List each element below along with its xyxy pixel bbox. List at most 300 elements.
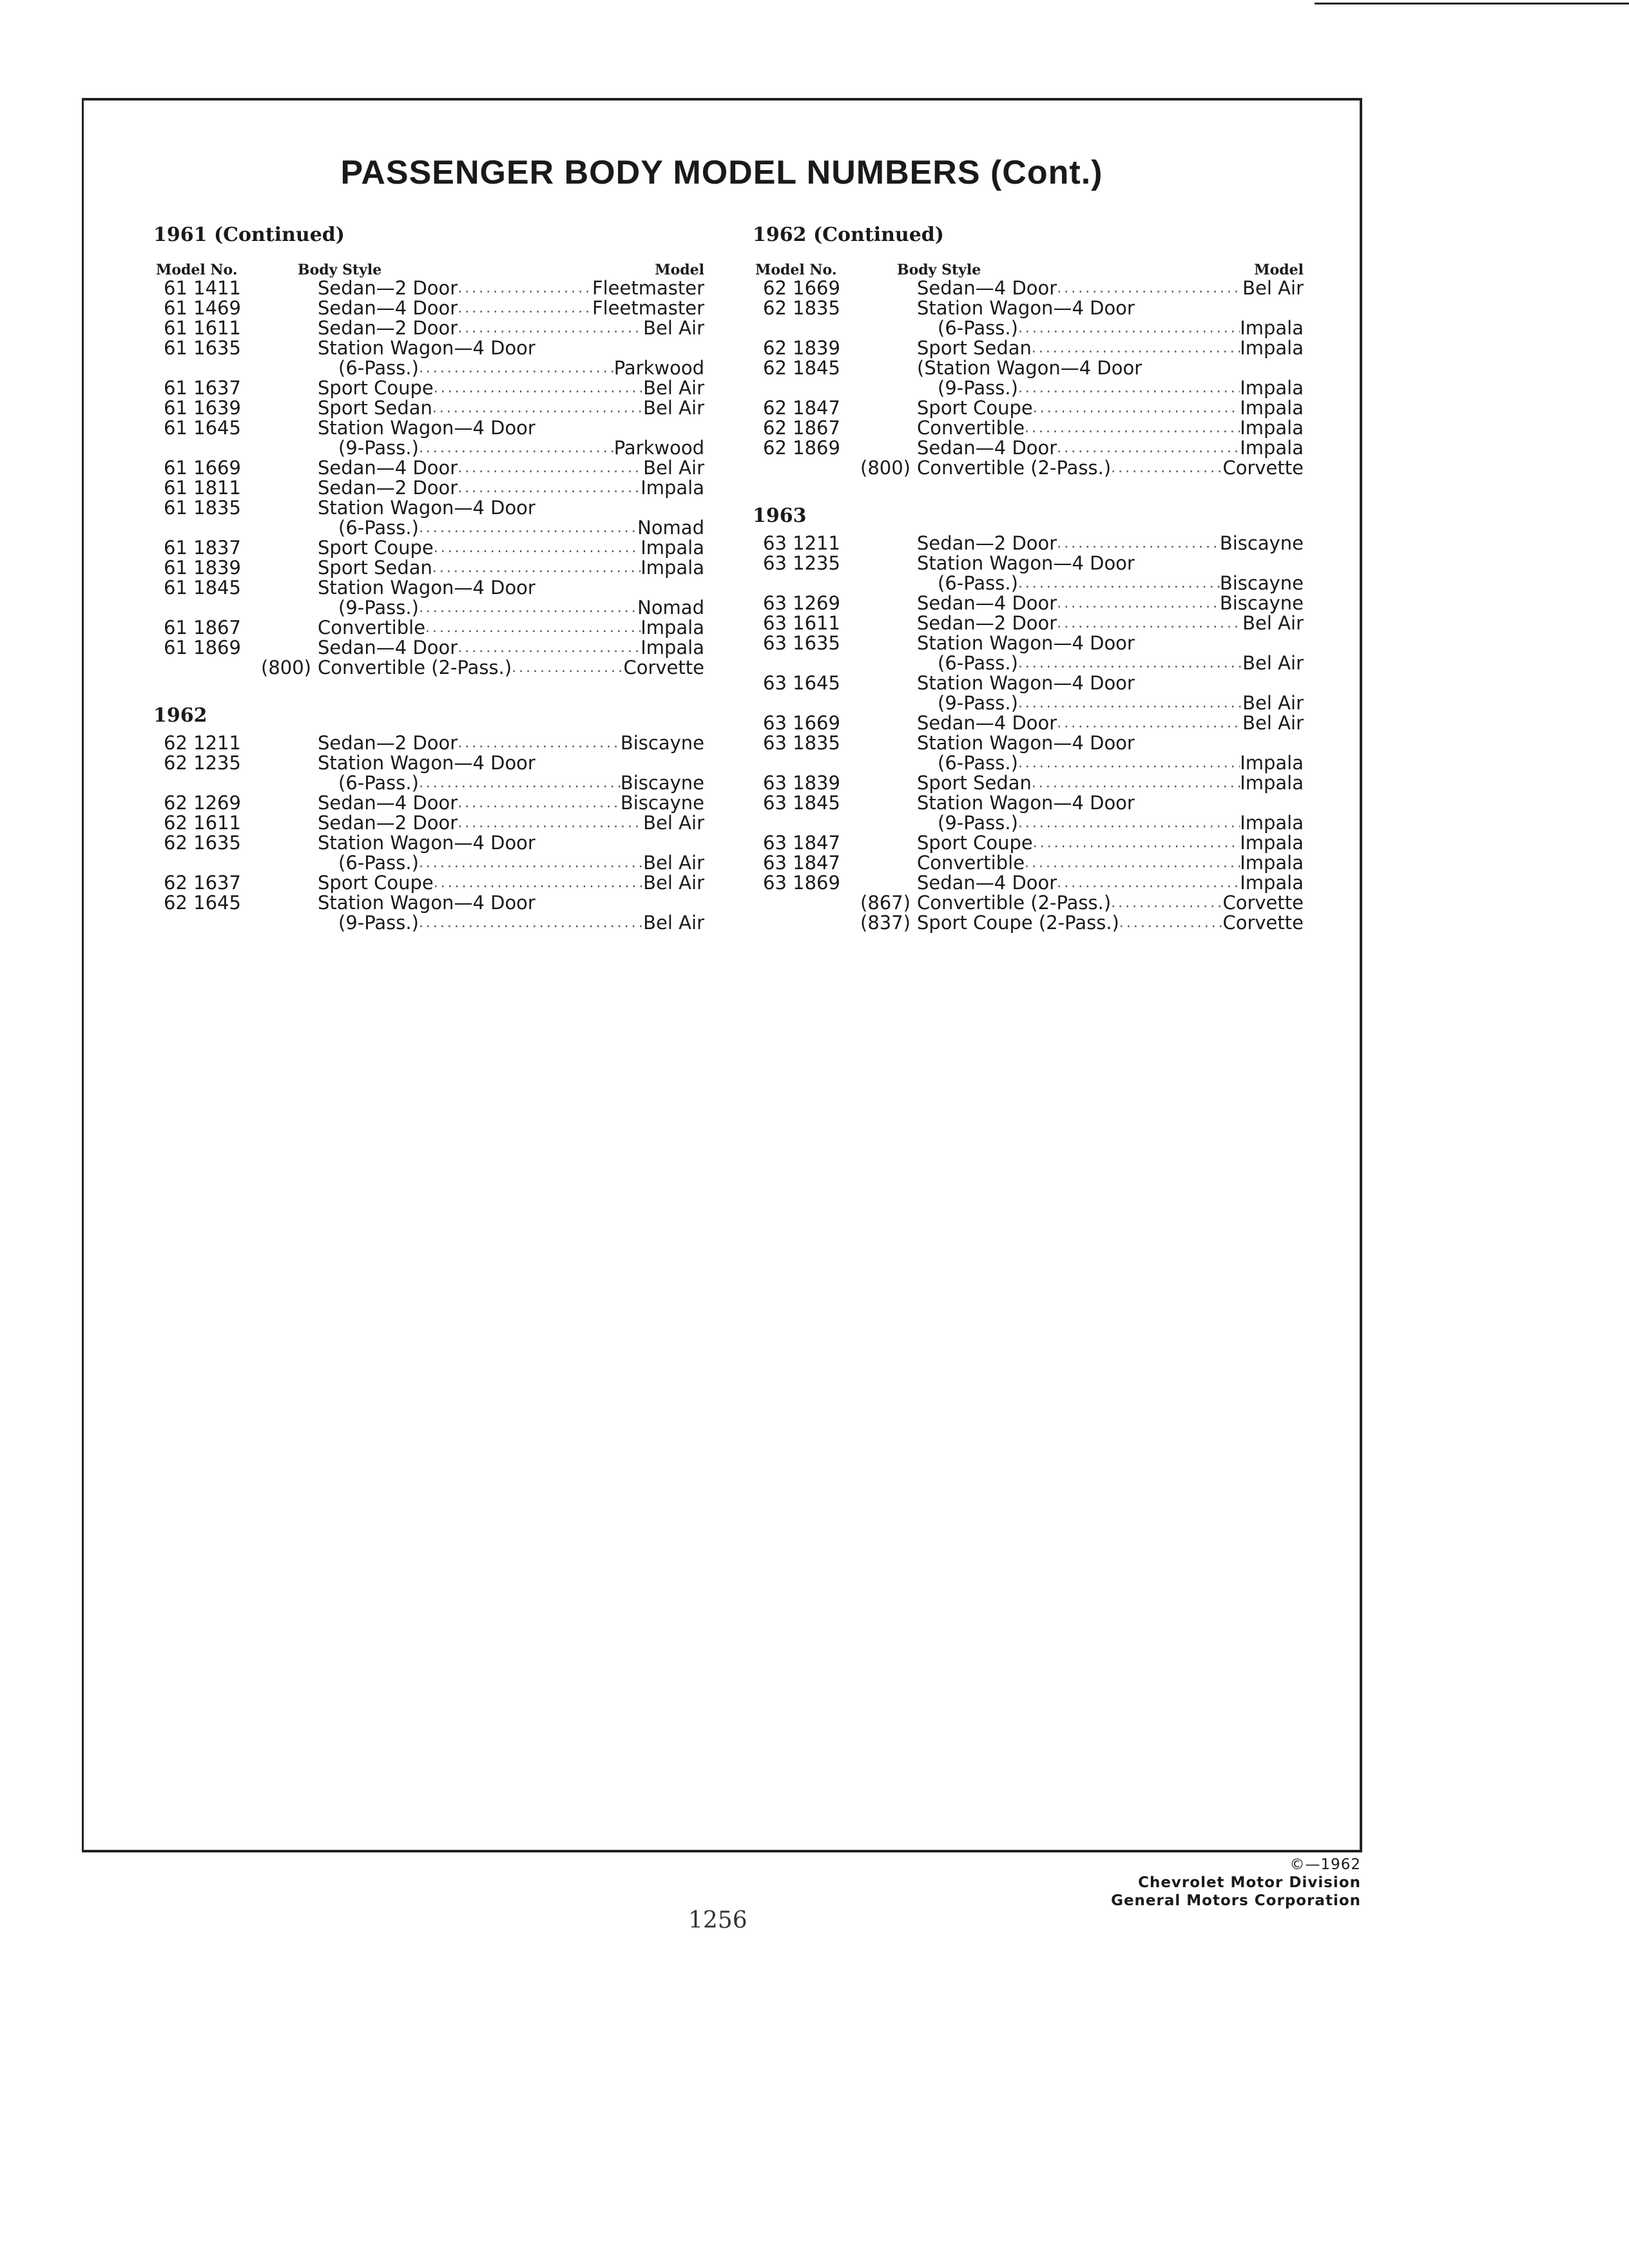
table-row [153,458,704,478]
table-row [153,578,704,598]
body-code-prefix: (800) [860,457,911,479]
table-row [753,833,1304,853]
table-row [153,498,704,518]
table-row [753,338,1304,358]
model-name: Bel Air [1242,712,1304,734]
body-style: Sedan—2 Door [917,532,1057,554]
section-1962-continued [753,218,1304,478]
section-heading: 1961 (Continued) [153,224,345,246]
body-style: Station Wagon—4 Door [318,892,535,914]
table-row [753,913,1304,933]
body-style-cell [318,638,704,658]
body-style: Station Wagon—4 Door [917,792,1135,814]
table-row [753,673,1304,693]
body-style: Station Wagon—4 Door [318,497,535,519]
table-row [153,658,704,678]
dot-leader [458,733,621,753]
model-number: 63 1635 [763,632,840,654]
model-number: 63 1669 [763,712,840,734]
body-style: Sport Coupe [318,872,434,894]
dot-leader [458,318,643,338]
dot-leader [1018,378,1240,398]
model-name: Bel Air [643,457,704,479]
table-row [753,873,1304,893]
body-style-cell [917,693,1304,713]
dot-leader [419,518,637,538]
body-style: Sport Coupe [318,537,434,559]
body-style: (6-Pass.) [938,752,1018,774]
model-name: Impala [1240,832,1304,854]
page-number: 1256 [688,1907,747,1934]
body-style-cell [917,338,1304,358]
model-number: 62 1235 [164,752,241,774]
model-name: Biscayne [620,792,704,814]
section-heading: 1963 [753,505,807,527]
model-name: Fleetmaster [592,277,704,299]
model-number: 63 1211 [763,532,840,554]
model-number: 63 1835 [763,732,840,754]
section-1962 [153,698,704,933]
dot-leader [1018,573,1220,593]
model-name: Impala [1240,317,1304,339]
column-header [753,253,1304,278]
body-style-cell [318,358,704,378]
body-style-cell [318,733,704,753]
body-style: Sedan—4 Door [318,792,458,814]
body-style: Convertible (2-Pass.) [917,892,1112,914]
table-row [153,538,704,558]
body-style-cell [917,613,1304,633]
body-style-cell [318,478,704,498]
body-style: (6-Pass.) [938,652,1018,674]
model-name: Impala [641,477,704,499]
dot-leader [1057,873,1240,893]
body-style: Convertible [917,852,1025,874]
page-title: PASSENGER BODY MODEL NUMBERS (Cont.) [340,154,1103,191]
body-style-cell [318,833,704,853]
dot-leader [432,398,643,418]
model-name: Bel Air [643,397,704,419]
model-name: Bel Air [643,812,704,834]
dot-leader [419,358,614,378]
model-name: Biscayne [1219,572,1304,594]
table-row [153,398,704,418]
body-style: (9-Pass.) [938,812,1018,834]
body-style-cell [318,913,704,933]
model-number: 62 1669 [763,277,840,299]
body-style: Sport Sedan [917,337,1032,359]
body-style-cell [318,458,704,478]
body-style: Sedan—4 Door [917,437,1057,459]
body-style: Sedan—2 Door [318,732,458,754]
body-style: Convertible (2-Pass.) [917,457,1112,479]
dot-leader [1111,458,1222,478]
table-row [753,318,1304,338]
body-code-prefix: (867) [860,892,911,914]
model-name: Nomad [637,597,704,619]
body-style-cell [318,813,704,833]
body-style: Station Wagon—4 Door [318,417,535,439]
table-row [753,378,1304,398]
body-style: Sedan—4 Door [917,592,1057,614]
body-style: Sport Coupe [917,832,1033,854]
model-name: Impala [1240,437,1304,459]
body-style: Sedan—2 Door [318,477,458,499]
body-style: Station Wagon—4 Door [917,552,1135,574]
model-number: 61 1839 [164,557,241,579]
table-row [153,478,704,498]
model-name: Bel Air [643,872,704,894]
dot-leader [458,638,641,658]
dot-leader [458,478,641,498]
body-style-cell [318,598,704,618]
body-style: Sport Coupe [917,397,1033,419]
left-column [153,218,704,933]
body-style: (9-Pass.) [338,912,419,934]
body-style: Sedan—2 Door [318,317,458,339]
body-style: Sedan—4 Door [917,277,1057,299]
dot-leader [434,378,643,398]
model-number: 61 1469 [164,297,241,319]
table-row [753,793,1304,813]
dot-leader [1057,438,1240,458]
body-style-cell [318,578,704,598]
body-style-cell [917,418,1304,438]
body-style-cell [917,298,1304,318]
table-row [153,893,704,913]
table-row [753,358,1304,378]
model-name: Bel Air [1242,277,1304,299]
model-name: Corvette [1222,912,1304,934]
model-number: 63 1845 [763,792,840,814]
dot-leader [458,458,643,478]
model-name: Parkwood [613,437,704,459]
table-row [753,713,1304,733]
table-row [153,753,704,773]
body-style-cell [917,713,1304,733]
body-style: (9-Pass.) [338,597,419,619]
body-style: Sedan—2 Door [917,612,1057,634]
table-row [153,773,704,793]
model-name: Bel Air [643,377,704,399]
model-name: Bel Air [1242,612,1304,634]
table-row [753,553,1304,573]
table-row [153,278,704,298]
model-name: Impala [1240,377,1304,399]
table-row [753,653,1304,673]
header-model: Model [655,262,704,278]
table-row [753,893,1304,913]
table-row [153,318,704,338]
header-model-no: Model No. [156,262,238,278]
model-name: Impala [641,617,704,639]
row-list [753,533,1304,933]
body-style: Sedan—4 Door [917,712,1057,734]
body-style: Convertible [318,617,426,639]
body-style: Sedan—4 Door [917,872,1057,894]
table-row [753,278,1304,298]
dot-leader [1032,773,1240,793]
table-row [153,733,704,753]
body-style-cell [318,298,704,318]
dot-leader [1057,593,1220,613]
body-style-cell [917,653,1304,673]
table-row [153,833,704,853]
model-name: Impala [1240,852,1304,874]
body-style-cell [917,533,1304,553]
table-row [153,438,704,458]
model-number: 61 1811 [164,477,241,499]
body-style: Sport Sedan [318,397,432,419]
model-name: Bel Air [1242,652,1304,674]
body-style-cell [917,358,1304,378]
dot-leader [1033,833,1240,853]
dot-leader [1057,713,1242,733]
model-name: Corvette [1222,892,1304,914]
body-style: Sport Coupe [318,377,434,399]
table-row [153,813,704,833]
body-style-cell [318,873,704,893]
dot-leader [434,538,641,558]
model-name: Impala [1240,772,1304,794]
body-style: (6-Pass.) [338,357,419,379]
model-name: Biscayne [1219,592,1304,614]
table-row [153,518,704,538]
dot-leader [419,853,643,873]
body-style: Station Wagon—4 Door [318,832,535,854]
dot-leader [458,813,643,833]
model-number: 62 1835 [763,297,840,319]
model-number: 61 1611 [164,317,241,339]
body-style-cell [917,278,1304,298]
body-style: Station Wagon—4 Door [917,632,1135,654]
body-style-cell [917,813,1304,833]
body-style-cell [318,853,704,873]
table-row [153,378,704,398]
body-style-cell [917,398,1304,418]
dot-leader [419,913,643,933]
model-name: Impala [1240,872,1304,894]
body-style: Station Wagon—4 Door [318,752,535,774]
model-name: Fleetmaster [592,297,704,319]
body-style: (9-Pass.) [338,437,419,459]
body-style-cell [318,518,704,538]
model-name: Impala [1240,417,1304,439]
body-style-cell [318,438,704,458]
body-style: (9-Pass.) [938,377,1018,399]
body-style-cell [318,793,704,813]
dot-leader [419,598,637,618]
table-row [753,593,1304,613]
body-style-cell [917,553,1304,573]
body-style: Convertible [917,417,1025,439]
model-name: Impala [641,557,704,579]
body-style-cell [917,673,1304,693]
body-style: Sedan—2 Door [318,277,458,299]
dot-leader [1018,653,1242,673]
section-heading: 1962 [153,704,207,727]
body-style: Sport Sedan [917,772,1032,794]
dot-leader [512,658,623,678]
copyright-year: ©—1962 [1289,1856,1361,1873]
table-row [153,558,704,578]
body-style: Station Wagon—4 Door [318,577,535,599]
table-row [153,638,704,658]
model-number: 63 1869 [763,872,840,894]
body-style: Sedan—4 Door [318,637,458,658]
body-style-cell [917,733,1304,753]
model-name: Bel Air [643,317,704,339]
copyright-corporation: General Motors Corporation [1111,1892,1361,1909]
model-number: 61 1835 [164,497,241,519]
body-style: (6-Pass.) [338,772,419,794]
model-name: Impala [1240,337,1304,359]
model-number: 61 1639 [164,397,241,419]
body-style: Sport Coupe (2-Pass.) [917,912,1119,934]
table-row [153,618,704,638]
body-style: Station Wagon—4 Door [917,672,1135,694]
body-style-cell [318,278,704,298]
model-number: 62 1845 [763,357,840,379]
body-style-cell [860,912,1304,934]
table-row [753,298,1304,318]
dot-leader [458,278,592,298]
body-style: (9-Pass.) [938,692,1018,714]
body-style-cell [917,573,1304,593]
dot-leader [1025,853,1240,873]
right-column [753,218,1304,933]
model-number: 61 1411 [164,277,241,299]
table-row [153,853,704,873]
table-row [153,873,704,893]
row-list [153,733,704,933]
body-style: (6-Pass.) [338,517,419,539]
body-style-cell [917,873,1304,893]
section-1963 [753,499,1304,933]
body-style-cell [917,793,1304,813]
body-style-cell [917,773,1304,793]
header-body-style: Body Style [298,262,382,278]
dot-leader [1111,893,1222,913]
body-style: (6-Pass.) [938,572,1018,594]
table-row [753,458,1304,478]
body-style-cell [318,498,704,518]
body-style: Sedan—2 Door [318,812,458,834]
table-row [153,358,704,378]
body-style-cell [917,753,1304,773]
model-number: 63 1645 [763,672,840,694]
model-name: Parkwood [613,357,704,379]
model-number: 62 1867 [763,417,840,439]
table-row [753,813,1304,833]
dot-leader [1057,278,1242,298]
copyright-division: Chevrolet Motor Division [1138,1874,1361,1891]
dot-leader [1018,318,1240,338]
top-edge-rule [1315,3,1629,5]
dot-leader [1057,533,1220,553]
header-model-no: Model No. [755,262,837,278]
copyright-block [1111,1856,1361,1910]
dot-leader [434,873,643,893]
table-row [153,793,704,813]
body-style: (6-Pass.) [338,852,419,874]
model-number: 63 1269 [763,592,840,614]
table-row [153,418,704,438]
model-number: 61 1845 [164,577,241,599]
model-name: Impala [1240,752,1304,774]
table-row [753,633,1304,653]
row-list [153,278,704,678]
table-row [753,418,1304,438]
body-style: Station Wagon—4 Door [318,337,535,359]
body-code-prefix: (800) [261,657,311,678]
table-row [753,733,1304,753]
body-style-cell [917,853,1304,873]
model-number: 62 1847 [763,397,840,419]
model-name: Nomad [637,517,704,539]
model-number: 61 1867 [164,617,241,639]
model-number: 63 1839 [763,772,840,794]
dot-leader [458,793,621,813]
body-style: (Station Wagon—4 Door [917,357,1142,379]
header-body-style: Body Style [897,262,981,278]
row-list [753,278,1304,478]
table-row [753,853,1304,873]
dot-leader [1032,338,1240,358]
model-number: 61 1637 [164,377,241,399]
table-row [753,398,1304,418]
body-style-cell [318,893,704,913]
body-style-cell [917,378,1304,398]
model-name: Bel Air [643,852,704,874]
table-row [753,438,1304,458]
body-style-cell [261,657,704,678]
model-name: Bel Air [643,912,704,934]
body-code-prefix: (837) [860,912,911,934]
table-row [153,338,704,358]
model-number: 62 1839 [763,337,840,359]
model-number: 62 1637 [164,872,241,894]
body-style-cell [917,633,1304,653]
model-number: 61 1837 [164,537,241,559]
dot-leader [1025,418,1240,438]
body-style-cell [318,753,704,773]
dot-leader [425,618,641,638]
body-style: Convertible (2-Pass.) [318,657,512,678]
model-name: Corvette [623,657,704,678]
body-style-cell [318,773,704,793]
table-row [153,913,704,933]
table-row [753,753,1304,773]
model-number: 62 1869 [763,437,840,459]
dot-leader [1018,813,1240,833]
model-number: 63 1235 [763,552,840,574]
dot-leader [1018,693,1242,713]
table-row [753,693,1304,713]
model-name: Biscayne [620,732,704,754]
body-style: Sedan—4 Door [318,457,458,479]
body-style-cell [917,318,1304,338]
body-style-cell [318,618,704,638]
dot-leader [1057,613,1242,633]
body-style-cell [860,892,1304,914]
section-heading: 1962 (Continued) [753,224,944,246]
model-number: 61 1645 [164,417,241,439]
body-style: Station Wagon—4 Door [917,297,1135,319]
table-row [153,298,704,318]
dot-leader [419,773,621,793]
dot-leader [432,558,641,578]
